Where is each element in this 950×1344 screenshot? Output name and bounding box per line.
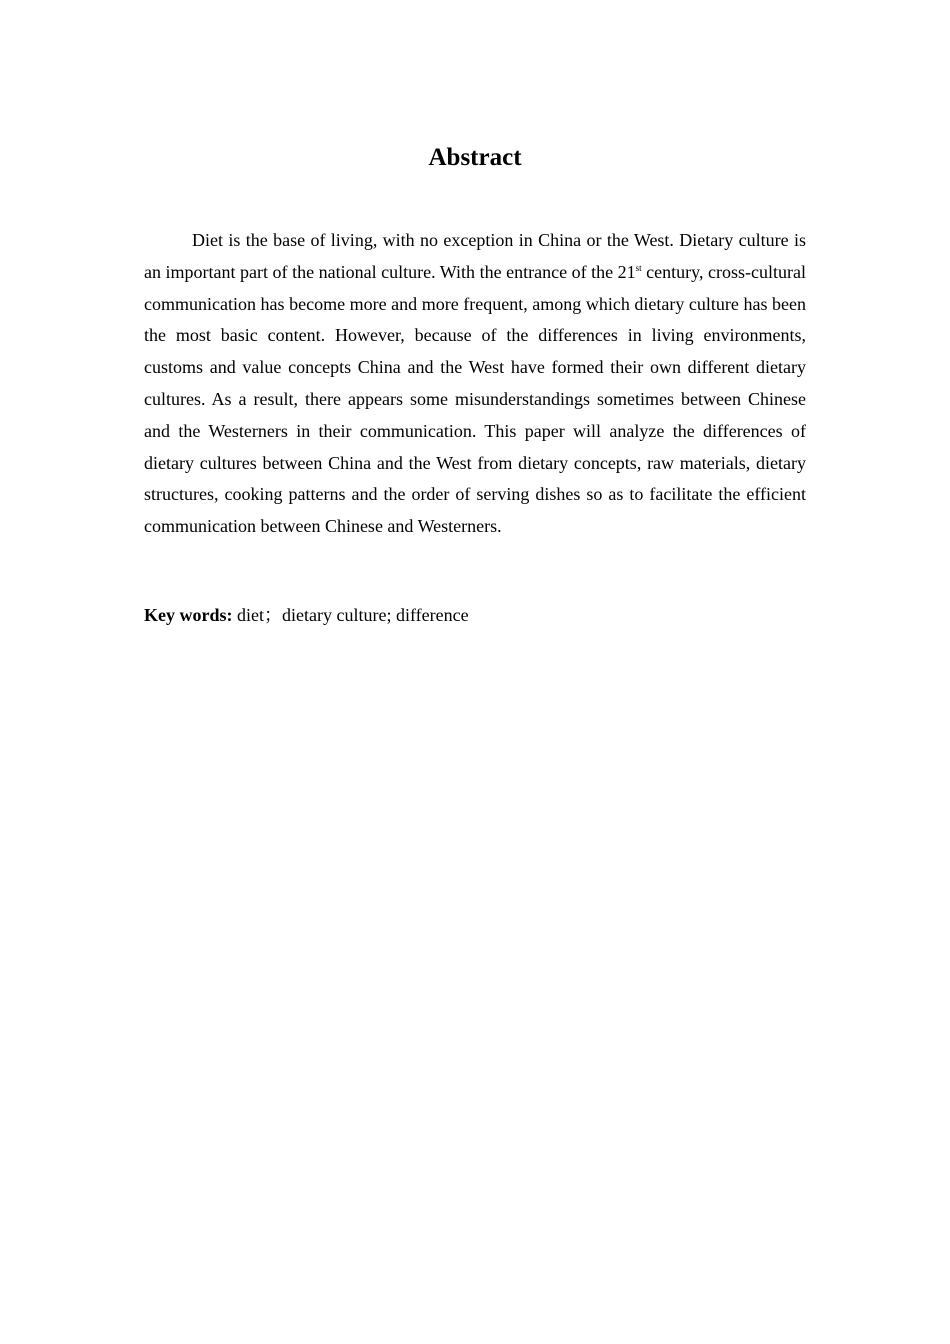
keywords-label: Key words: [144,605,233,625]
abstract-title: Abstract [428,144,522,171]
abstract-text-part2: century, cross-cultural communication has become more and more frequent, among which dietary culture has been the most basic content. However, because of the differences in living environments, customs and value concepts China and the West have formed their own different dietary cultures. As a result, there appears some misunderstandings sometimes between Chinese and the Westerners in their communication. This paper will analyze the differences of dietary cultures between China and the West from dietary concepts, raw materials, dietary structures, cooking patterns and the order of serving dishes so as to facilitate the efficient communication between Chinese and Westerners. [144,261,806,537]
abstract-text-part1: Diet is the base of living, with no exception in China or the West. Dietary culture is an important part of the national culture. With the entrance of the 21 [144,230,806,282]
keywords-line [144,600,806,631]
ordinal-superscript: st [635,262,642,273]
abstract-paragraph [144,225,806,543]
keywords-value: diet；dietary culture; difference [232,605,469,625]
